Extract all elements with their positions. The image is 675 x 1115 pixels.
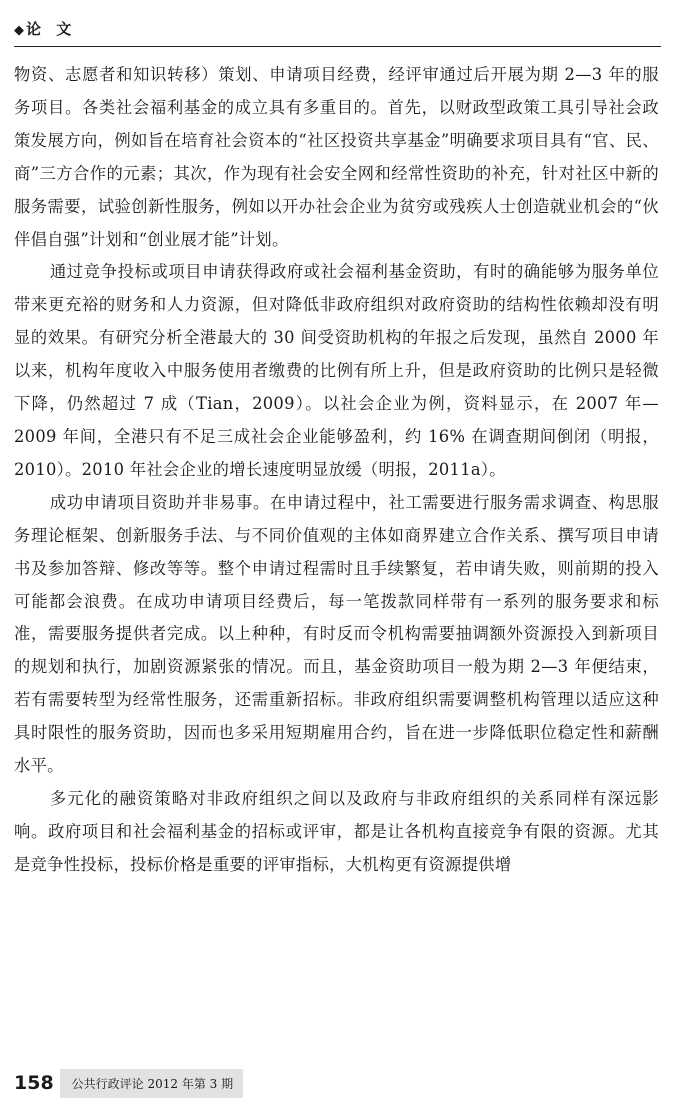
article-body <box>14 59 659 882</box>
diamond-bullet-icon: ◆ <box>14 23 24 38</box>
paragraph-continued: 物资、志愿者和知识转移）策划、申请项目经费，经评审通过后开展为期 2—3 年的服务项目。各类社会福利基金的成立具有多重目的。首先，以财政型政策工具引导社会政策发展方向，例如旨在培育社会资本的“社区投资共享基金”明确要求项目具有“官、民、商”三方合作的元素；其次，作为现有社会安全网和经常性资助的补充，针对社区中新的服务需要，试验创新性服务，例如以开办社会企业为贫穷或残疾人士创造就业机会的“伙伴倡自强”计划和“创业展才能”计划。 <box>14 65 659 249</box>
section-label: 论 文 <box>26 20 77 38</box>
header-rule <box>14 46 661 47</box>
page-number: 158 <box>14 1072 54 1094</box>
page-footer <box>14 1068 243 1098</box>
journal-issue: 公共行政评论 2012 年第 3 期 <box>60 1069 243 1098</box>
paragraph: 通过竞争投标或项目申请获得政府或社会福利基金资助，有时的确能够为服务单位带来更充裕的财务和人力资源，但对降低非政府组织对政府资助的结构性依赖却没有明显的效果。有研究分析全港最大的 30 间受资助机构的年报之后发现，虽然自 2000 年以来，机构年度收入中服务使用者缴费的比例有所上升，但是政府资助的比例只是轻微下降，仍然超过 7 成（Tian，2009）。以社会企业为例，资料显示，在 2007 年—2009 年间，全港只有不足三成社会企业能够盈利，约 16% 在调查期间倒闭（明报，2010）。2010 年社会企业的增长速度明显放缓（明报，2011a）。 <box>14 262 659 479</box>
section-tag <box>14 18 76 39</box>
paragraph: 多元化的融资策略对非政府组织之间以及政府与非政府组织的关系同样有深远影响。政府项目和社会福利基金的招标或评审，都是让各机构直接竞争有限的资源。尤其是竞争性投标，投标价格是重要的评审指标，大机构更有资源提供增 <box>14 788 659 874</box>
paragraph: 成功申请项目资助并非易事。在申请过程中，社工需要进行服务需求调查、构思服务理论框架、创新服务手法、与不同价值观的主体如商界建立合作关系、撰写项目申请书及参加答辩、修改等等。整个申请过程需时且手续繁复，若申请失败，则前期的投入可能都会浪费。在成功申请项目经费后，每一笔拨款同样带有一系列的服务要求和标准，需要服务提供者完成。以上种种，有时反而令机构需要抽调额外资源投入到新项目的规划和执行，加剧资源紧张的情况。而且，基金资助项目一般为期 2—3 年便结束，若有需要转型为经常性服务，还需重新招标。非政府组织需要调整机构管理以适应这种具时限性的服务资助，因而也多采用短期雇用合约，旨在进一步降低职位稳定性和薪酬水平。 <box>14 492 659 776</box>
